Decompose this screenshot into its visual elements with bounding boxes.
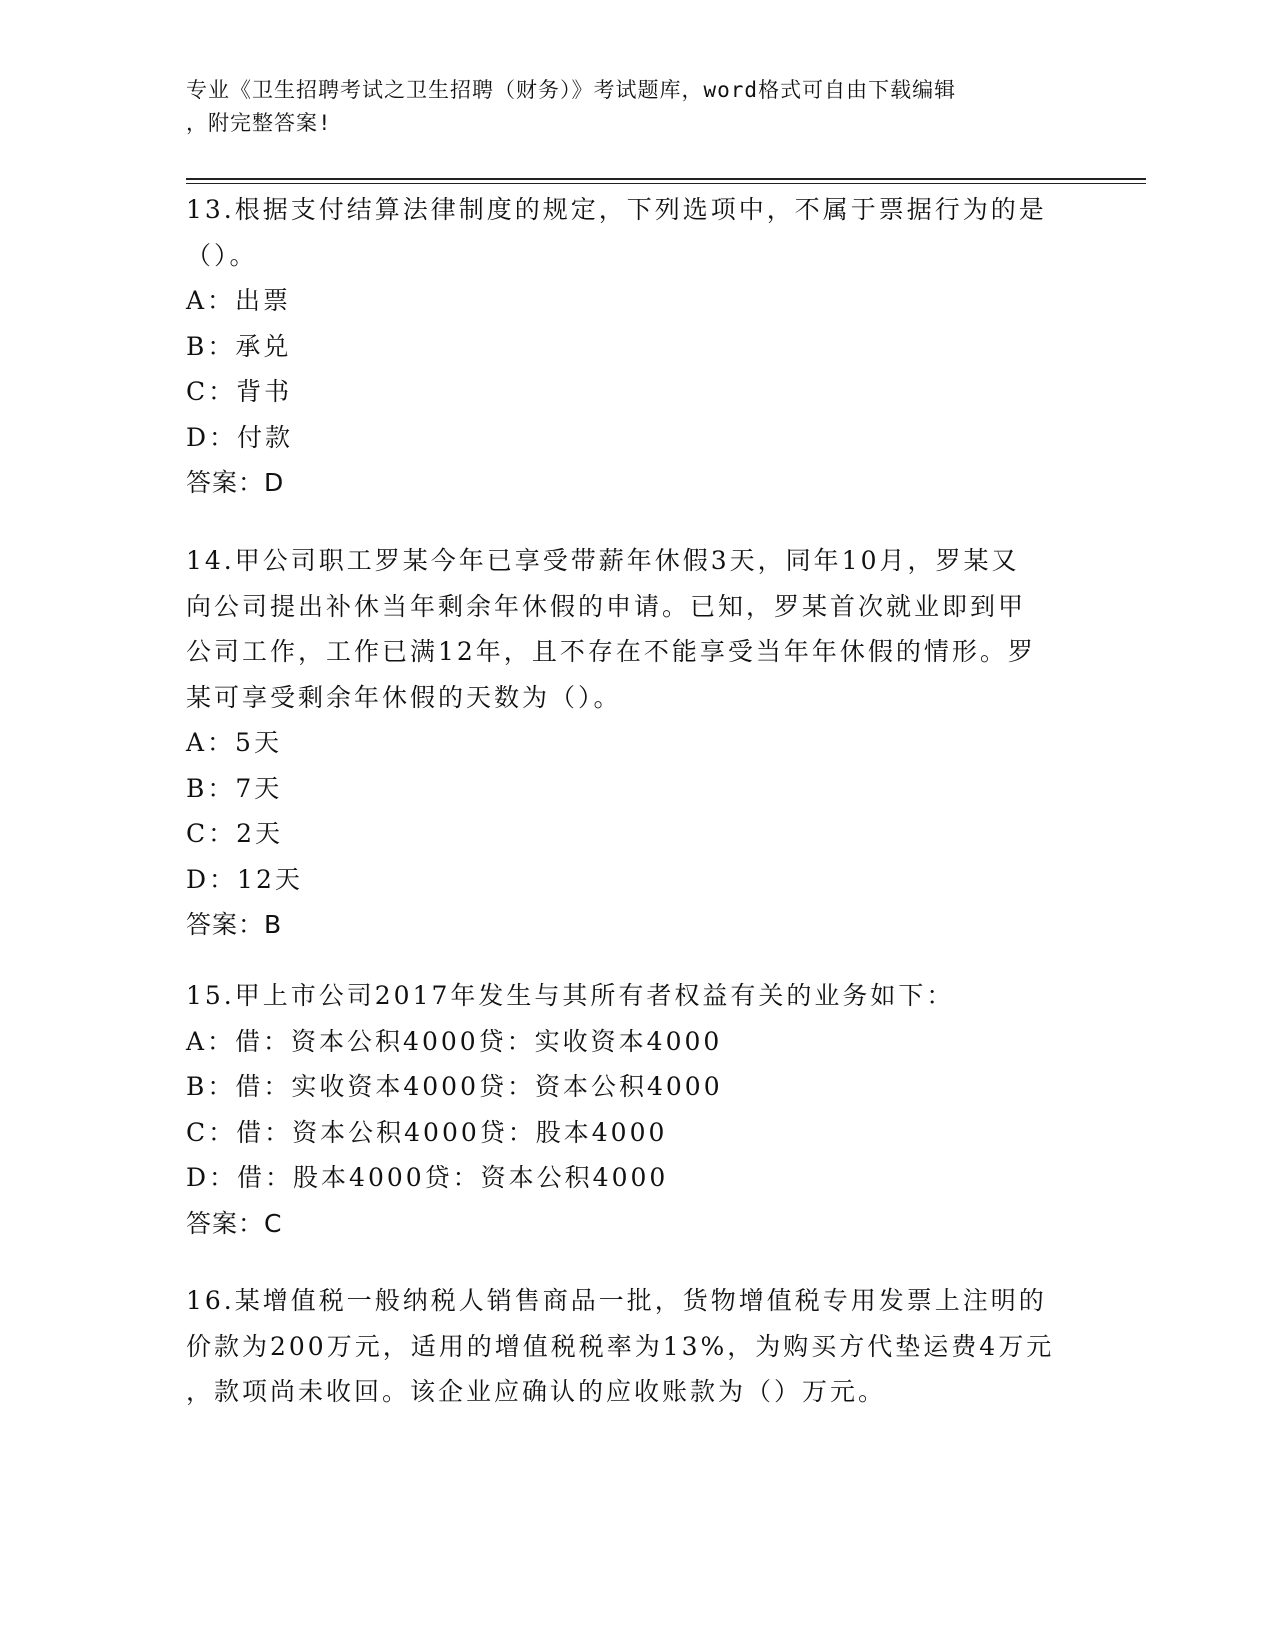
- question-16: [186, 1278, 1086, 1415]
- question-15: [186, 973, 1086, 1246]
- answer-line: 答案：B: [186, 910, 283, 939]
- option-c: C：背书: [186, 377, 293, 406]
- document-header: [186, 74, 1076, 140]
- option-a: A：借：资本公积4000贷：实收资本4000: [186, 1026, 723, 1056]
- answer-line: 答案：C: [186, 1208, 283, 1238]
- question-stem-line: （）。: [186, 240, 258, 270]
- option-b: B：承兑: [186, 331, 292, 361]
- option-b: B：7天: [186, 773, 283, 803]
- answer-line: 答案：D: [186, 468, 285, 497]
- option-b: B：借：实收资本4000贷：资本公积4000: [186, 1072, 723, 1101]
- option-d: D：付款: [186, 422, 294, 452]
- header-divider-thick: [186, 178, 1146, 180]
- question-stem-line: 公司工作，工作已满12年，且不存在不能享受当年年休假的情形。罗: [186, 637, 1036, 666]
- question-stem-line: 16.某增值税一般纳税人销售商品一批，货物增值税专用发票上注明的: [186, 1286, 1047, 1315]
- question-stem-line: 某可享受剩余年休假的天数为（）。: [186, 682, 622, 712]
- option-a: A：5天: [186, 728, 282, 757]
- option-d: D：12天: [186, 864, 303, 894]
- question-stem-line: 价款为200万元，适用的增值税税率为13%，为购买方代垫运费4万元: [186, 1331, 1055, 1361]
- option-a: A：出票: [186, 286, 292, 315]
- header-line-1: 专业《卫生招聘考试之卫生招聘（财务）》考试题库，word格式可自由下载编辑: [186, 78, 957, 102]
- option-c: C：借：资本公积4000贷：股本4000: [186, 1117, 668, 1147]
- question-14: [186, 538, 1086, 948]
- option-d: D：借：股本4000贷：资本公积4000: [186, 1163, 669, 1192]
- question-stem-line: 15.甲上市公司2017年发生与其所有者权益有关的业务如下：: [186, 981, 955, 1010]
- question-stem-line: 14.甲公司职工罗某今年已享受带薪年休假3天，同年10月，罗某又: [186, 546, 1020, 575]
- question-stem-line: 向公司提出补休当年剩余年休假的申请。已知，罗某首次就业即到甲: [186, 591, 1027, 621]
- option-c: C：2天: [186, 819, 284, 848]
- header-divider-thin: [186, 183, 1146, 184]
- question-stem-line: ，款项尚未收回。该企业应确认的应收账款为（）万元。: [186, 1377, 887, 1406]
- question-stem-line: 13.根据支付结算法律制度的规定，下列选项中，不属于票据行为的是: [186, 195, 1047, 224]
- question-13: [186, 187, 1086, 506]
- header-line-2: ，附完整答案!: [186, 111, 332, 135]
